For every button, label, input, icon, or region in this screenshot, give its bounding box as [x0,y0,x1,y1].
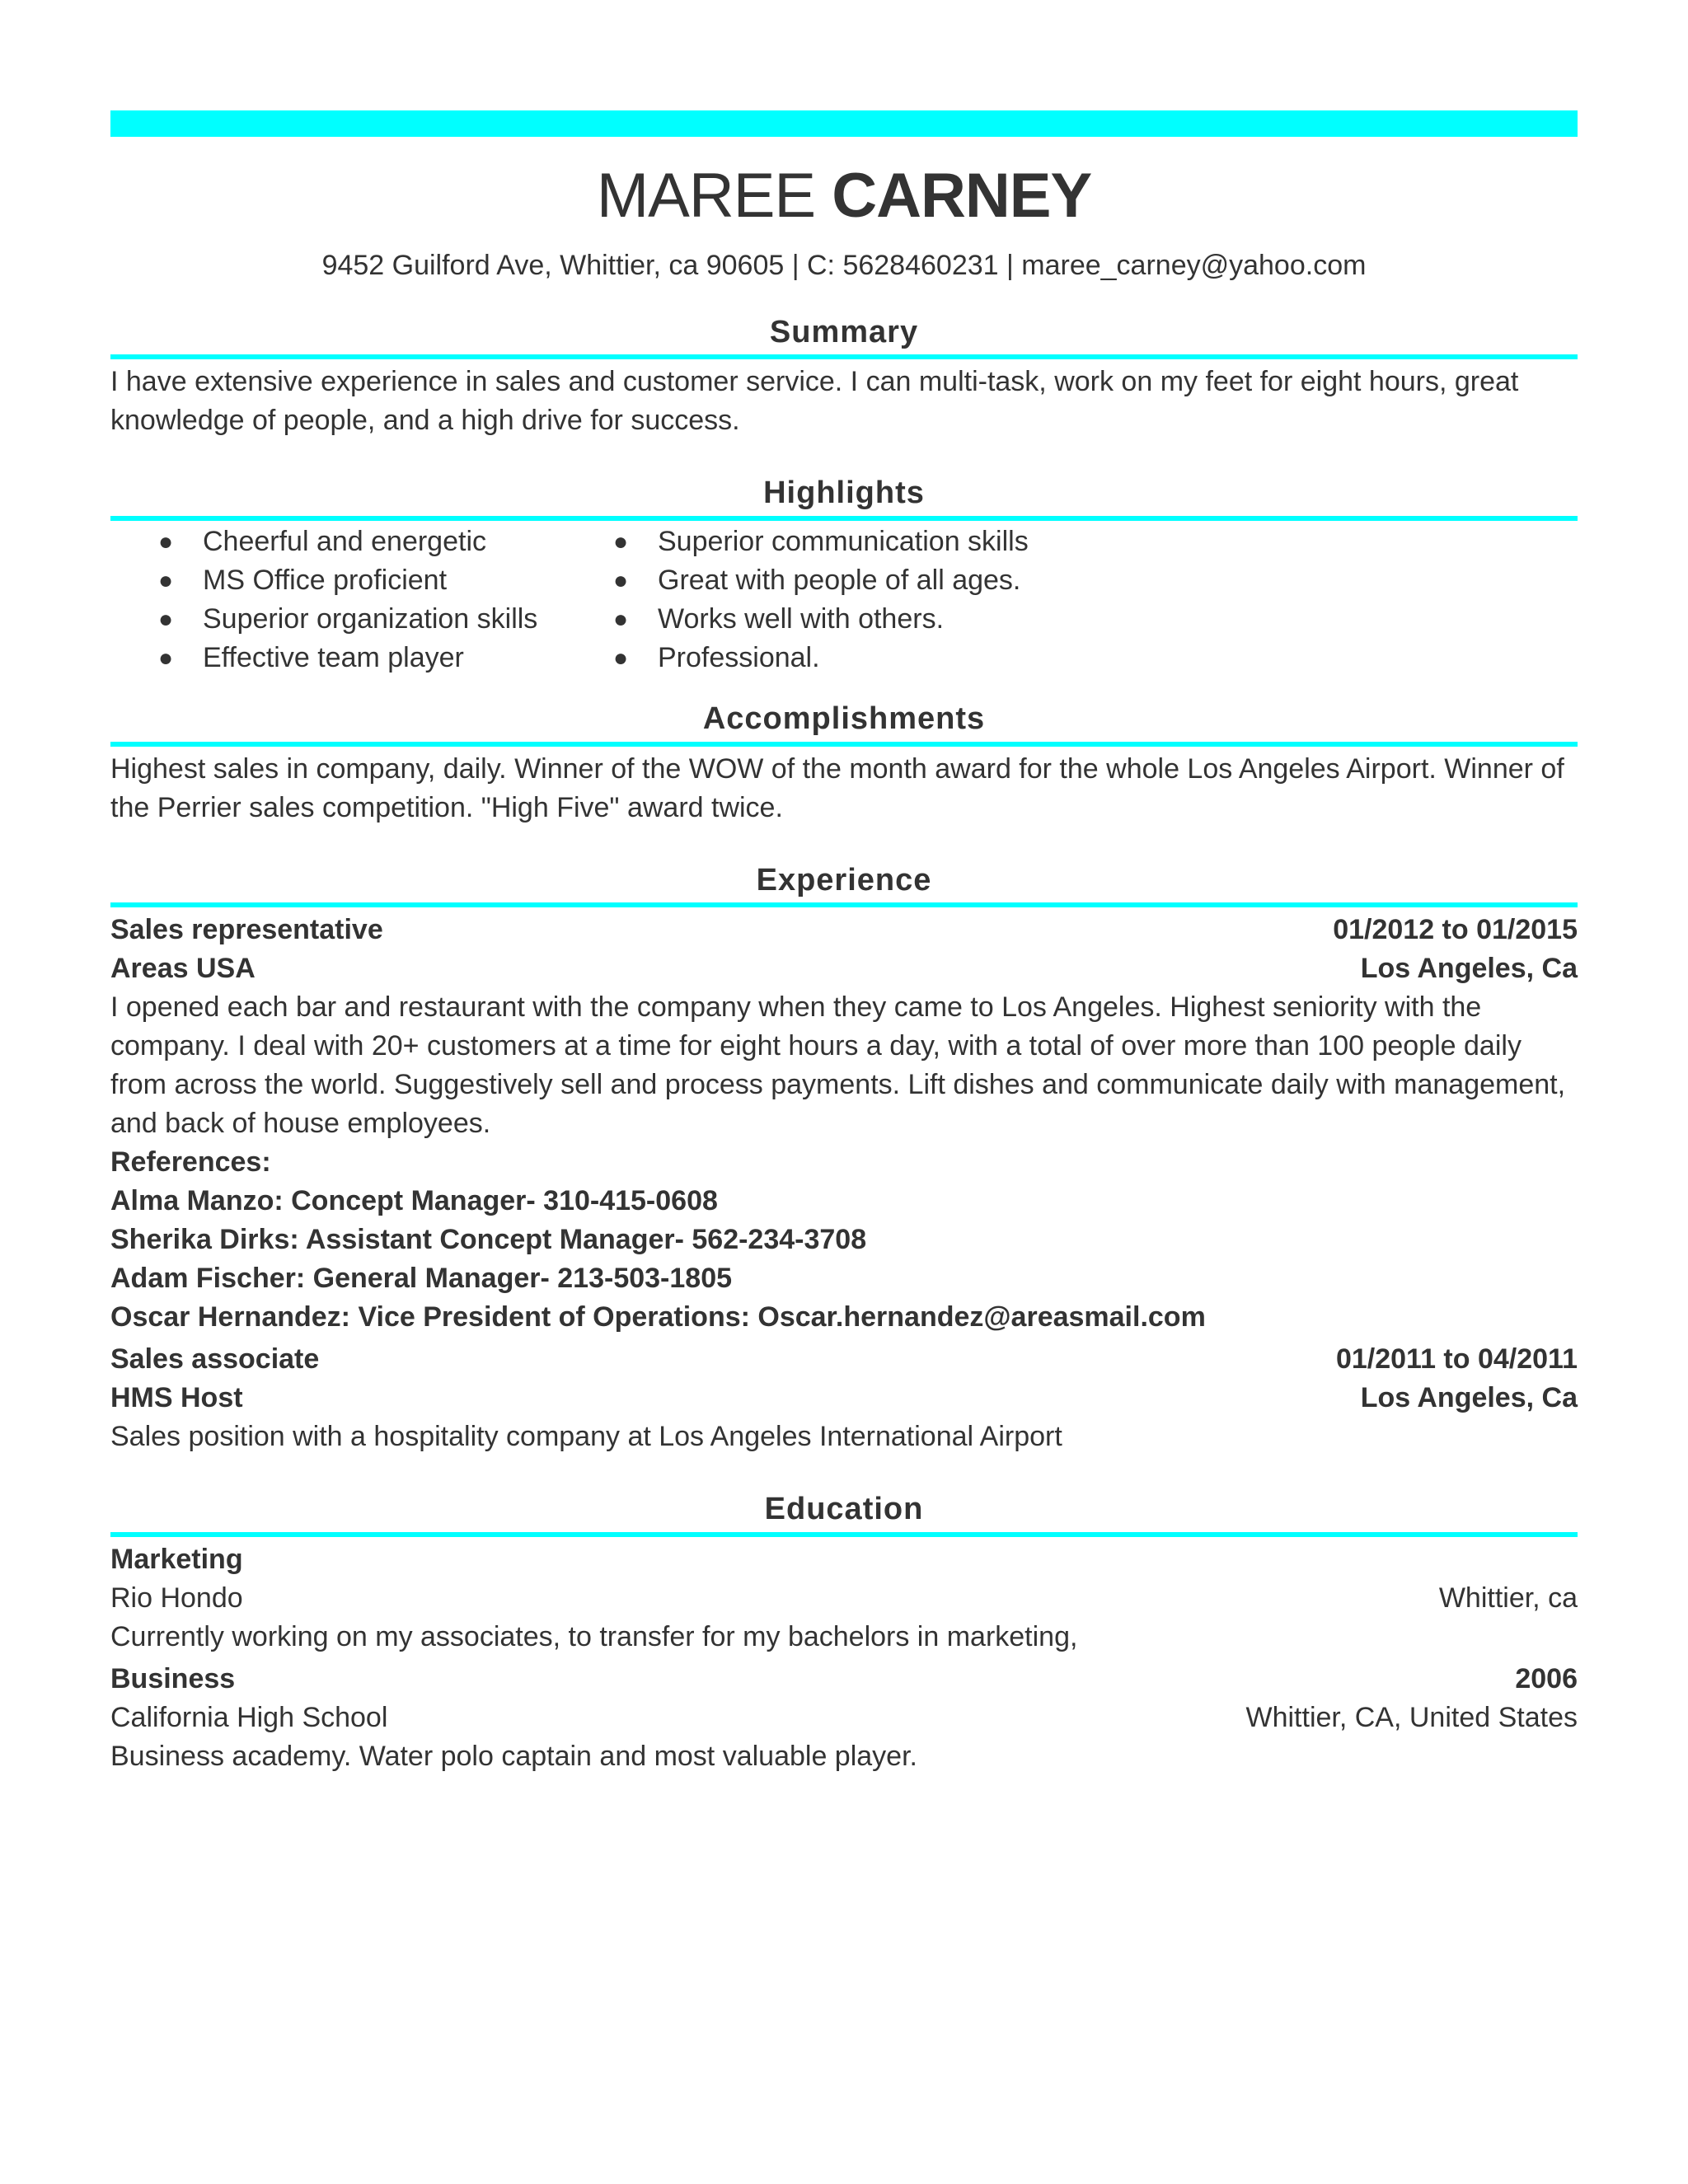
job-title-row [110,1340,1578,1379]
last-name: CARNEY [832,161,1092,231]
references-label: References: [110,1146,271,1179]
education-school: Rio Hondo [110,1582,243,1614]
candidate-name [110,161,1578,231]
education-field: Business [110,1662,236,1694]
job-company-row [110,949,1578,988]
job-role: Sales associate [110,1343,320,1376]
education-school-row [110,1699,1578,1737]
education-year: 2006 [1515,1662,1578,1694]
job-entry [110,1340,1578,1456]
job-role: Sales representative [110,914,383,946]
bullet-icon: ● [158,644,174,672]
job-company: Areas USA [110,953,256,985]
bullet-icon: ● [158,527,174,555]
education-school: California High School [110,1701,388,1733]
contact-info: 9452 Guilford Ave, Whittier, ca 90605 | C: 5628460231 | maree_carney@yahoo.com [321,250,1367,281]
bullet-icon: ● [613,527,629,555]
reference-item: Adam Fischer: General Manager- 213-503-1805 [110,1263,733,1295]
reference-item: Sherika Dirks: Assistant Concept Manager- 562-234-3708 [110,1224,867,1256]
list-item: ● MS Office proficient [158,561,613,600]
education-heading: Education [764,1492,924,1527]
job-entry [110,911,1578,1337]
bullet-icon: ● [158,566,174,594]
section-divider [110,516,1578,521]
job-location: Los Angeles, Ca [1360,1382,1578,1414]
accomplishments-heading: Accomplishments [702,701,986,736]
list-item: ● Professional. [613,639,1190,677]
job-dates: 01/2011 to 04/2011 [1335,1343,1578,1376]
section-divider [110,902,1578,907]
section-divider [110,742,1578,747]
section-divider [110,1532,1578,1537]
list-item: ● Superior organization skills [158,600,613,639]
list-item: ● Superior communication skills [613,523,1190,561]
bullet-icon: ● [613,566,629,594]
highlights-column-1 [158,523,613,677]
summary-text: I have extensive experience in sales and customer service. I can multi-task, work on my feet for eight hours, great knowledge of people, and a high drive for success. [110,366,1519,437]
bullet-icon: ● [158,605,174,633]
section-divider [110,354,1578,359]
highlights-heading: Highlights [763,476,925,511]
experience-heading: Experience [756,862,932,898]
list-item: ● Cheerful and energetic [158,523,613,561]
job-location: Los Angeles, Ca [1360,953,1578,985]
education-field-row [110,1540,1578,1579]
accent-bar [110,110,1578,137]
education-field: Marketing [110,1543,243,1575]
bullet-icon: ● [613,605,629,633]
education-entry [110,1660,1578,1776]
education-location: Whittier, ca [1438,1582,1578,1614]
highlights-list [110,523,1578,677]
education-field-row [110,1660,1578,1699]
accomplishments-text: Highest sales in company, daily. Winner of the WOW of the month award for the whole Los Angeles Airport. Winner of the Perrier sales competition. "High Five" award twice. [110,752,1564,823]
education-description: Currently working on my associates, to transfer for my bachelors in marketing, [110,1620,1078,1652]
job-company: HMS Host [110,1382,243,1414]
highlights-column-2 [613,523,1190,677]
education-entry [110,1540,1578,1657]
job-dates: 01/2012 to 01/2015 [1333,914,1578,946]
job-company-row [110,1379,1578,1418]
job-title-row [110,911,1578,949]
job-description: Sales position with a hospitality company at Los Angeles International Airport [110,1421,1062,1453]
list-item: ● Works well with others. [613,600,1190,639]
education-description: Business academy. Water polo captain and most valuable player. [110,1740,917,1772]
first-name: MAREE [596,161,816,231]
list-item: ● Effective team player [158,639,613,677]
bullet-icon: ● [613,644,629,672]
education-location: Whittier, CA, United States [1245,1701,1578,1733]
list-item: ● Great with people of all ages. [613,561,1190,600]
reference-item: Alma Manzo: Concept Manager- 310-415-0608 [110,1185,718,1217]
education-school-row [110,1579,1578,1618]
resume-page [110,110,1578,1776]
reference-item: Oscar Hernandez: Vice President of Operations: Oscar.hernandez@areasmail.com [110,1301,1206,1333]
job-description: I opened each bar and restaurant with the company when they came to Los Angeles. Highest seniority with the company. I deal with 20+ customers at a time for eight hours a day, with a total of over more than 100 people daily from across the world. Suggestively sell and process payments. Lift dishes and communicate daily with management, and back of house employees. [110,991,1566,1140]
summary-heading: Summary [769,314,919,349]
